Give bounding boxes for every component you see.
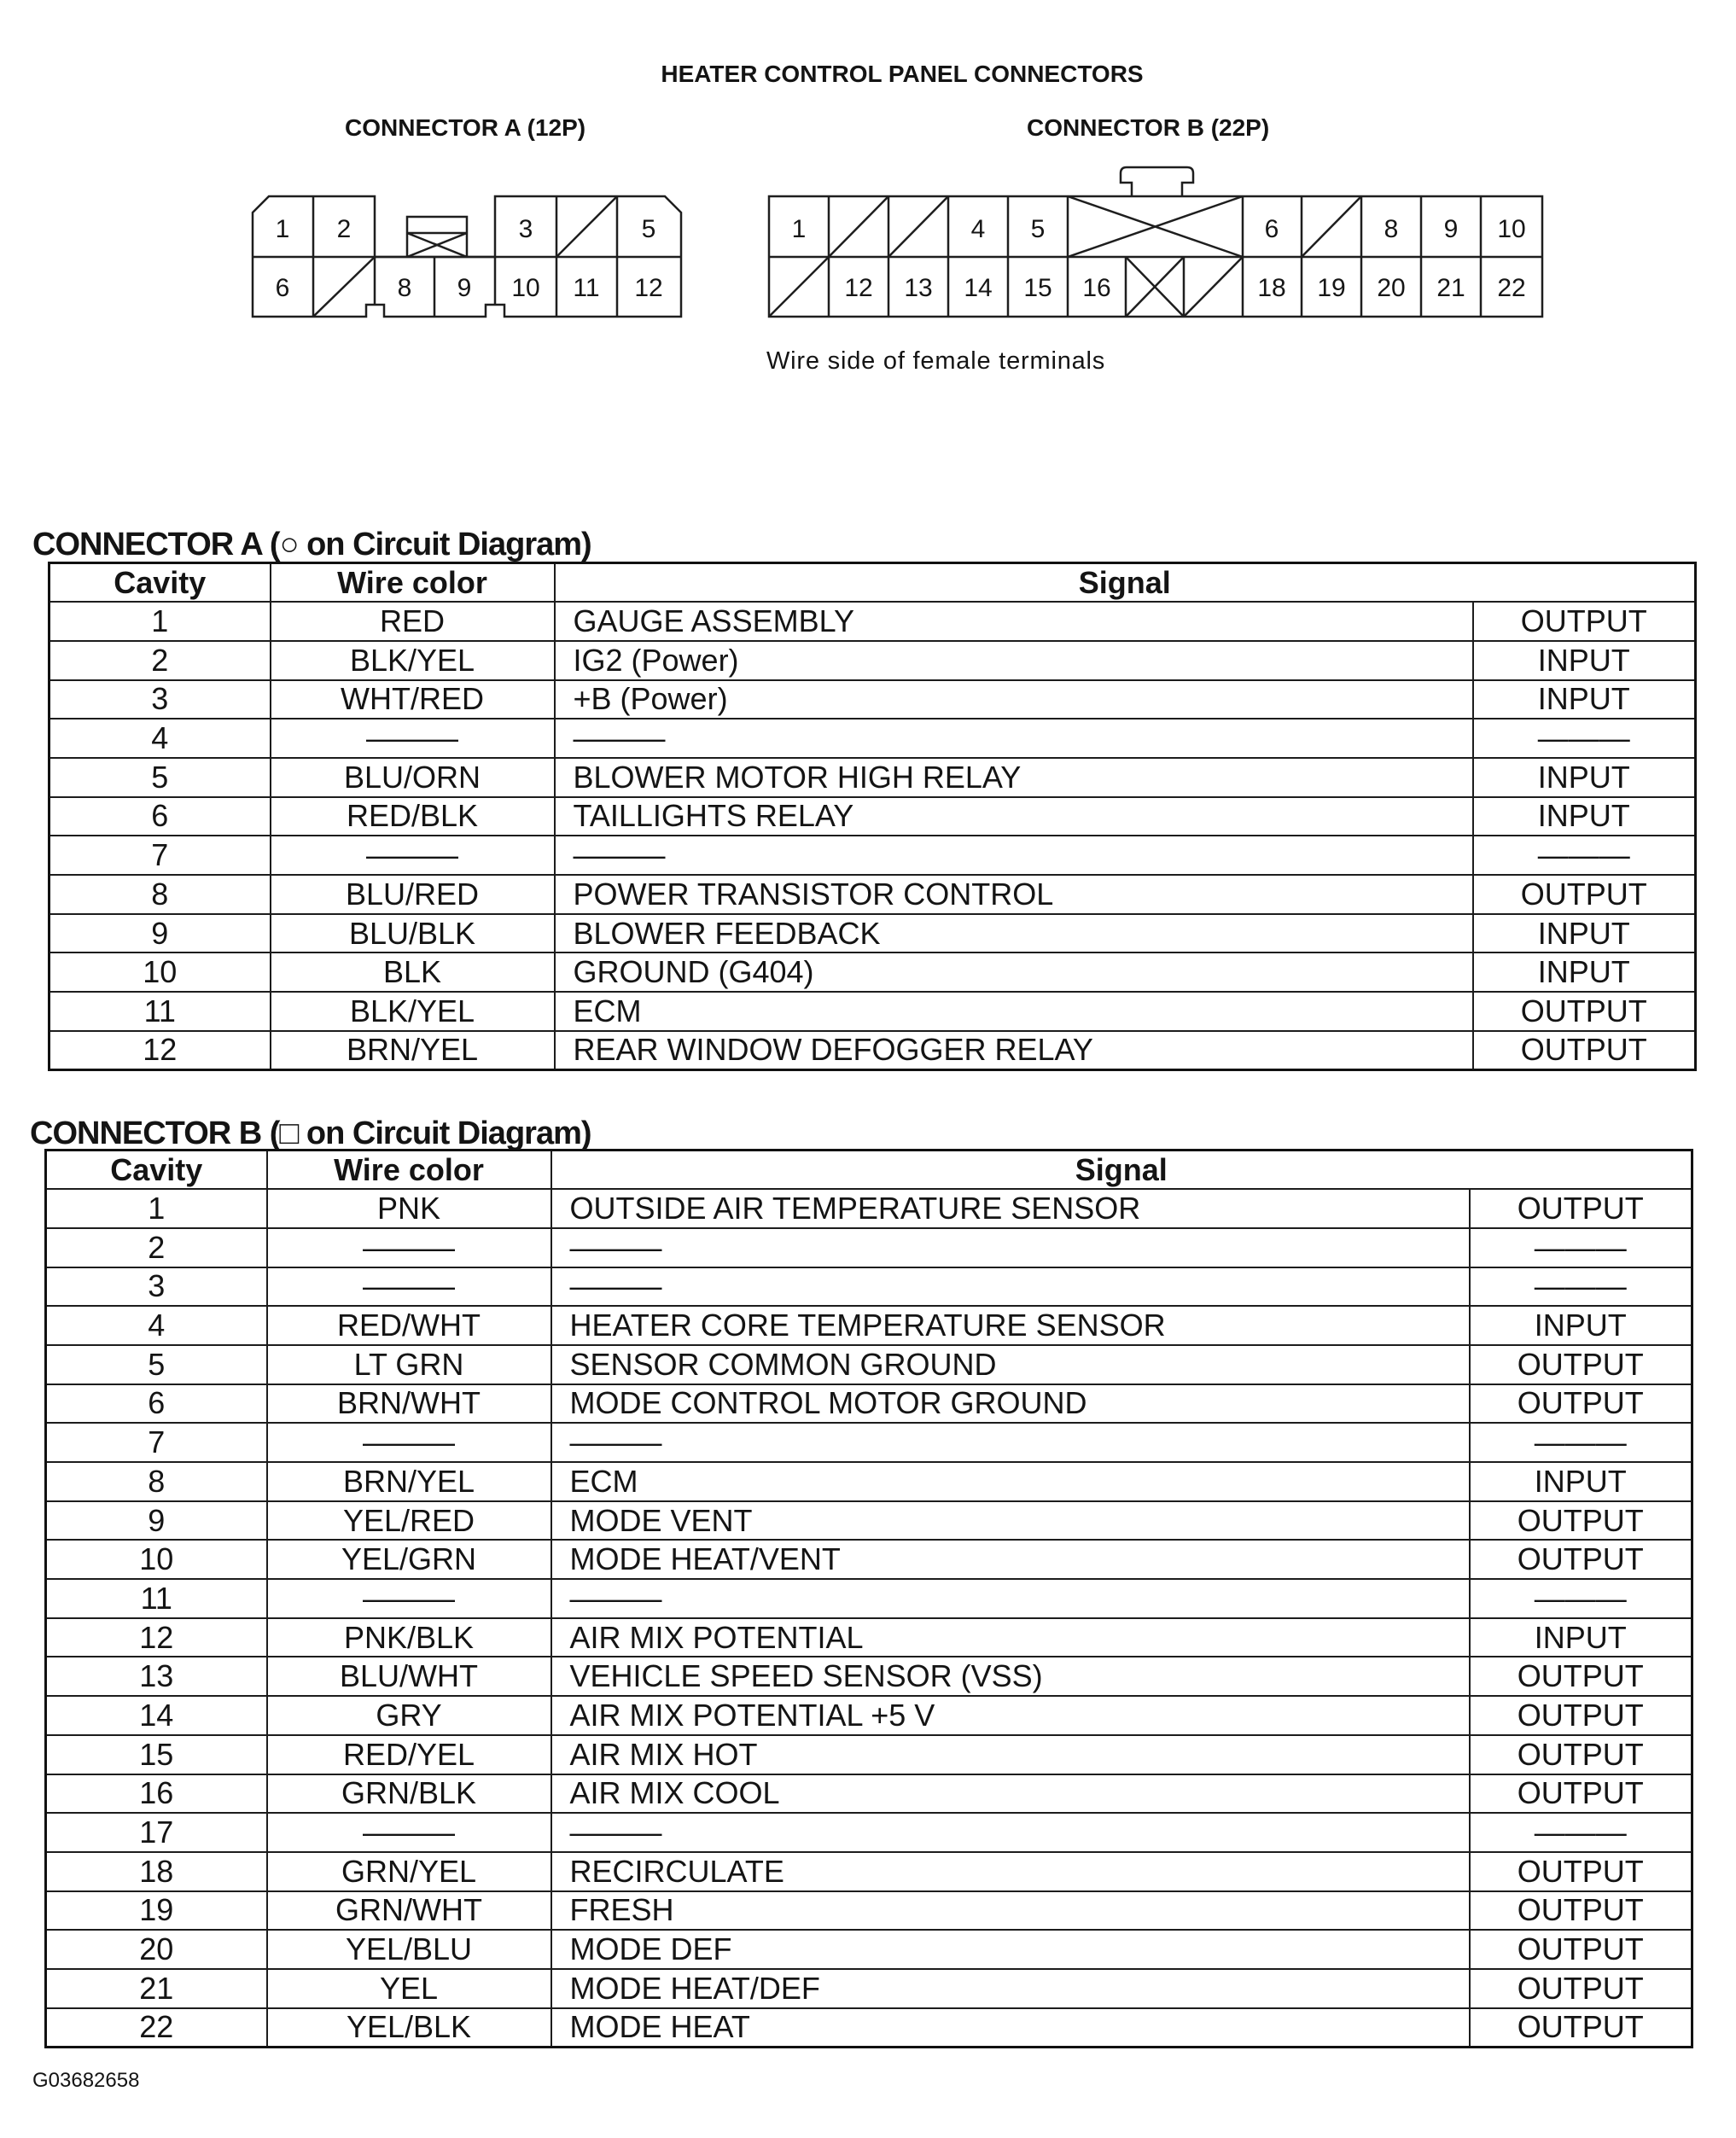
signal-cell: ECM: [555, 992, 1473, 1031]
connector-a-drawing: [253, 196, 681, 317]
cavity-cell: 11: [46, 1579, 267, 1618]
cavity-cell: 19: [46, 1891, 267, 1931]
connector-b-drawing: [769, 167, 1542, 317]
cavity-label: 14: [964, 274, 993, 302]
cavity-cell: 7: [50, 836, 271, 875]
cavity-cell: 10: [46, 1540, 267, 1579]
signal-cell: RECIRCULATE: [551, 1852, 1470, 1891]
table-row: [46, 1228, 1692, 1267]
cavity-label: 15: [1023, 274, 1052, 302]
table-row: [46, 1852, 1692, 1891]
cavity-label: 4: [970, 215, 986, 243]
cavity-label: 8: [397, 274, 412, 302]
io-cell: OUTPUT: [1473, 602, 1696, 641]
cavity-cell: 16: [46, 1774, 267, 1814]
signal-cell: AIR MIX POTENTIAL +5 V: [551, 1696, 1470, 1735]
connector-b-label: CONNECTOR B (22P): [1027, 114, 1270, 141]
table-row: [46, 1462, 1692, 1501]
column-header-signal: Signal: [551, 1151, 1692, 1190]
cavity-cell: 21: [46, 1969, 267, 2008]
signal-cell: ———: [555, 836, 1473, 875]
wire-color-cell: ———: [267, 1228, 551, 1267]
io-cell: OUTPUT: [1470, 1891, 1692, 1931]
wire-color-cell: BRN/YEL: [267, 1462, 551, 1501]
header-row: [50, 563, 1696, 603]
io-cell: ———: [1470, 1267, 1692, 1307]
wire-color-cell: PNK: [267, 1189, 551, 1228]
wire-color-cell: RED/YEL: [267, 1735, 551, 1774]
table-row: [46, 1774, 1692, 1814]
cavity-cell: 5: [50, 758, 271, 797]
table-row: [46, 1930, 1692, 1969]
cavity-label: 5: [641, 215, 656, 243]
signal-cell: MODE VENT: [551, 1501, 1470, 1541]
connector-b-latch: [1121, 167, 1193, 196]
io-cell: INPUT: [1470, 1618, 1692, 1657]
cavity-cell: 2: [46, 1228, 267, 1267]
io-cell: OUTPUT: [1470, 1657, 1692, 1696]
wire-color-cell: GRN/BLK: [267, 1774, 551, 1814]
io-cell: INPUT: [1473, 914, 1696, 953]
signal-cell: GROUND (G404): [555, 952, 1473, 992]
table-row: [50, 602, 1696, 641]
wire-color-cell: YEL: [267, 1969, 551, 2008]
io-cell: OUTPUT: [1470, 1852, 1692, 1891]
table-header: [46, 1151, 1692, 1190]
io-cell: OUTPUT: [1470, 1696, 1692, 1735]
signal-cell: TAILLIGHTS RELAY: [555, 797, 1473, 836]
signal-cell: OUTSIDE AIR TEMPERATURE SENSOR: [551, 1189, 1470, 1228]
table-body: [50, 602, 1696, 1069]
table-row: [50, 719, 1696, 758]
cavity-label: 9: [457, 274, 472, 302]
signal-cell: VEHICLE SPEED SENSOR (VSS): [551, 1657, 1470, 1696]
io-cell: ———: [1473, 836, 1696, 875]
cavity-label: 21: [1436, 274, 1465, 302]
cavity-cell: 8: [46, 1462, 267, 1501]
io-cell: ———: [1470, 1813, 1692, 1852]
signal-cell: AIR MIX COOL: [551, 1774, 1470, 1814]
cavity-label: 16: [1082, 274, 1111, 302]
wire-color-cell: YEL/BLU: [267, 1930, 551, 1969]
io-cell: OUTPUT: [1473, 992, 1696, 1031]
table-row: [46, 1189, 1692, 1228]
wire-color-cell: GRY: [267, 1696, 551, 1735]
signal-cell: POWER TRANSISTOR CONTROL: [555, 875, 1473, 914]
table-row: [50, 758, 1696, 797]
table-row: [50, 797, 1696, 836]
table-row: [46, 1540, 1692, 1579]
wire-color-cell: YEL/GRN: [267, 1540, 551, 1579]
table-row: [46, 1696, 1692, 1735]
io-cell: ———: [1470, 1579, 1692, 1618]
table-row: [50, 680, 1696, 719]
cavity-cell: 7: [46, 1423, 267, 1462]
table-header: [50, 563, 1696, 603]
cavity-cell: 18: [46, 1852, 267, 1891]
table-row: [46, 1657, 1692, 1696]
io-cell: INPUT: [1473, 952, 1696, 992]
cavity-cell: 2: [50, 641, 271, 680]
wire-color-cell: BLU/WHT: [267, 1657, 551, 1696]
unused-cavity-mark: [556, 196, 617, 257]
cavity-label: 10: [511, 274, 540, 302]
connector-a-label: CONNECTOR A (12P): [345, 114, 586, 141]
signal-cell: BLOWER FEEDBACK: [555, 914, 1473, 953]
cavity-cell: 9: [50, 914, 271, 953]
cavity-label: 12: [634, 274, 663, 302]
wire-color-cell: BLU/RED: [271, 875, 555, 914]
cavity-cell: 4: [50, 719, 271, 758]
signal-cell: MODE HEAT/DEF: [551, 1969, 1470, 2008]
column-header-cavity: Cavity: [46, 1151, 267, 1190]
cavity-cell: 1: [46, 1189, 267, 1228]
signal-cell: MODE DEF: [551, 1930, 1470, 1969]
io-cell: ———: [1470, 1228, 1692, 1267]
table-row: [46, 1345, 1692, 1384]
header-row: [46, 1151, 1692, 1190]
wire-color-cell: BLU/BLK: [271, 914, 555, 953]
io-cell: ———: [1473, 719, 1696, 758]
table-row: [46, 1423, 1692, 1462]
wire-color-cell: ———: [271, 719, 555, 758]
cavity-cell: 3: [46, 1267, 267, 1307]
key-x-mark: [1126, 257, 1184, 317]
unused-cavity-mark: [829, 196, 888, 257]
page-title: HEATER CONTROL PANEL CONNECTORS: [661, 61, 1144, 87]
table-row: [46, 1501, 1692, 1541]
signal-cell: SENSOR COMMON GROUND: [551, 1345, 1470, 1384]
cavity-label: 22: [1497, 274, 1526, 302]
signal-cell: MODE HEAT: [551, 2008, 1470, 2048]
cavity-label: 10: [1497, 215, 1526, 243]
wire-color-cell: BLK/YEL: [271, 641, 555, 680]
connector-diagram: [0, 0, 1736, 341]
wire-color-cell: ———: [271, 836, 555, 875]
wire-color-cell: LT GRN: [267, 1345, 551, 1384]
signal-cell: ———: [555, 719, 1473, 758]
key-x-mark: [1068, 196, 1243, 257]
wire-color-cell: RED: [271, 602, 555, 641]
wire-color-cell: GRN/WHT: [267, 1891, 551, 1931]
cavity-cell: 11: [50, 992, 271, 1031]
cavity-label: 6: [1264, 215, 1279, 243]
cavity-label: 20: [1377, 274, 1406, 302]
table-row: [50, 952, 1696, 992]
cavity-label: 1: [275, 215, 290, 243]
io-cell: INPUT: [1473, 758, 1696, 797]
table-row: [46, 1306, 1692, 1345]
io-cell: INPUT: [1470, 1462, 1692, 1501]
signal-cell: REAR WINDOW DEFOGGER RELAY: [555, 1031, 1473, 1070]
signal-cell: ———: [551, 1267, 1470, 1307]
table-row: [46, 1813, 1692, 1852]
wire-color-cell: BLU/ORN: [271, 758, 555, 797]
wire-color-cell: PNK/BLK: [267, 1618, 551, 1657]
wire-color-cell: YEL/RED: [267, 1501, 551, 1541]
io-cell: OUTPUT: [1470, 1735, 1692, 1774]
cavity-cell: 1: [50, 602, 271, 641]
cavity-label: 1: [791, 215, 807, 243]
signal-cell: MODE CONTROL MOTOR GROUND: [551, 1384, 1470, 1424]
column-header-wire-color: Wire color: [267, 1151, 551, 1190]
column-header-cavity: Cavity: [50, 563, 271, 603]
cavity-label: 5: [1030, 215, 1046, 243]
io-cell: ———: [1470, 1423, 1692, 1462]
cavity-label: 3: [518, 215, 533, 243]
io-cell: OUTPUT: [1470, 1501, 1692, 1541]
signal-cell: ———: [551, 1228, 1470, 1267]
cavity-cell: 8: [50, 875, 271, 914]
column-header-signal: Signal: [555, 563, 1696, 603]
cavity-label: 19: [1317, 274, 1346, 302]
signal-cell: ———: [551, 1423, 1470, 1462]
connector-b-table-heading: CONNECTOR B (□ on Circuit Diagram): [30, 1116, 591, 1151]
table-row: [46, 1618, 1692, 1657]
io-cell: OUTPUT: [1473, 1031, 1696, 1070]
wire-color-cell: BLK: [271, 952, 555, 992]
signal-cell: +B (Power): [555, 680, 1473, 719]
io-cell: INPUT: [1473, 641, 1696, 680]
signal-cell: HEATER CORE TEMPERATURE SENSOR: [551, 1306, 1470, 1345]
io-cell: OUTPUT: [1470, 2008, 1692, 2048]
figure-id: G03682658: [32, 2069, 140, 2092]
table-body: [46, 1189, 1692, 2047]
table-row: [50, 1031, 1696, 1070]
wire-color-cell: ———: [267, 1423, 551, 1462]
cavity-label: 11: [573, 274, 600, 302]
cavity-label: 9: [1443, 215, 1459, 243]
connector-a-table: [48, 562, 1697, 1071]
wire-color-cell: BRN/WHT: [267, 1384, 551, 1424]
cavity-cell: 10: [50, 952, 271, 992]
cavity-cell: 3: [50, 680, 271, 719]
table-row: [50, 875, 1696, 914]
io-cell: OUTPUT: [1470, 1540, 1692, 1579]
wire-color-cell: BLK/YEL: [271, 992, 555, 1031]
io-cell: OUTPUT: [1470, 1774, 1692, 1814]
cavity-cell: 12: [50, 1031, 271, 1070]
io-cell: INPUT: [1473, 680, 1696, 719]
signal-cell: IG2 (Power): [555, 641, 1473, 680]
signal-cell: BLOWER MOTOR HIGH RELAY: [555, 758, 1473, 797]
unused-cavity-mark: [769, 257, 829, 317]
connector-b-grid: [769, 196, 1542, 317]
cavity-cell: 14: [46, 1696, 267, 1735]
cavity-cell: 9: [46, 1501, 267, 1541]
table-row: [50, 992, 1696, 1031]
signal-cell: GAUGE ASSEMBLY: [555, 602, 1473, 641]
cavity-cell: 5: [46, 1345, 267, 1384]
cavity-cell: 22: [46, 2008, 267, 2048]
cavity-cell: 6: [50, 797, 271, 836]
io-cell: INPUT: [1470, 1306, 1692, 1345]
io-cell: OUTPUT: [1470, 1384, 1692, 1424]
signal-cell: ECM: [551, 1462, 1470, 1501]
cavity-cell: 20: [46, 1930, 267, 1969]
table-row: [46, 2008, 1692, 2048]
connector-a-table-heading: CONNECTOR A (○ on Circuit Diagram): [32, 527, 591, 562]
unused-cavity-mark: [1184, 257, 1243, 317]
io-cell: OUTPUT: [1470, 1345, 1692, 1384]
cavity-label: 8: [1384, 215, 1399, 243]
wire-color-cell: ———: [267, 1579, 551, 1618]
connector-b-table: [44, 1149, 1693, 2048]
cavity-label: 13: [904, 274, 933, 302]
cavity-cell: 6: [46, 1384, 267, 1424]
signal-cell: FRESH: [551, 1891, 1470, 1931]
io-cell: INPUT: [1473, 797, 1696, 836]
wire-color-cell: BRN/YEL: [271, 1031, 555, 1070]
cavity-cell: 12: [46, 1618, 267, 1657]
table-row: [46, 1891, 1692, 1931]
table-row: [50, 836, 1696, 875]
cavity-label: 12: [844, 274, 873, 302]
table-row: [46, 1384, 1692, 1424]
cavity-label: 6: [275, 274, 290, 302]
wire-color-cell: RED/WHT: [267, 1306, 551, 1345]
diagram-caption: Wire side of female terminals: [766, 347, 1106, 375]
wire-color-cell: ———: [267, 1813, 551, 1852]
cavity-cell: 17: [46, 1813, 267, 1852]
column-header-wire-color: Wire color: [271, 563, 555, 603]
cavity-label: 18: [1257, 274, 1286, 302]
wire-color-cell: WHT/RED: [271, 680, 555, 719]
signal-cell: MODE HEAT/VENT: [551, 1540, 1470, 1579]
io-cell: OUTPUT: [1470, 1930, 1692, 1969]
io-cell: OUTPUT: [1470, 1969, 1692, 2008]
wire-color-cell: YEL/BLK: [267, 2008, 551, 2048]
unused-cavity-mark: [1302, 196, 1361, 257]
connector-a-latch: [407, 217, 467, 257]
wire-color-cell: GRN/YEL: [267, 1852, 551, 1891]
wire-color-cell: RED/BLK: [271, 797, 555, 836]
unused-cavity-mark: [888, 196, 948, 257]
io-cell: OUTPUT: [1470, 1189, 1692, 1228]
cavity-cell: 4: [46, 1306, 267, 1345]
signal-cell: ———: [551, 1813, 1470, 1852]
signal-cell: ———: [551, 1579, 1470, 1618]
cavity-cell: 15: [46, 1735, 267, 1774]
table-row: [46, 1969, 1692, 2008]
table-row: [50, 914, 1696, 953]
wire-color-cell: ———: [267, 1267, 551, 1307]
table-row: [46, 1579, 1692, 1618]
cavity-cell: 13: [46, 1657, 267, 1696]
table-row: [50, 641, 1696, 680]
io-cell: OUTPUT: [1473, 875, 1696, 914]
table-row: [46, 1735, 1692, 1774]
signal-cell: AIR MIX HOT: [551, 1735, 1470, 1774]
table-row: [46, 1267, 1692, 1307]
signal-cell: AIR MIX POTENTIAL: [551, 1618, 1470, 1657]
cavity-label: 2: [336, 215, 352, 243]
